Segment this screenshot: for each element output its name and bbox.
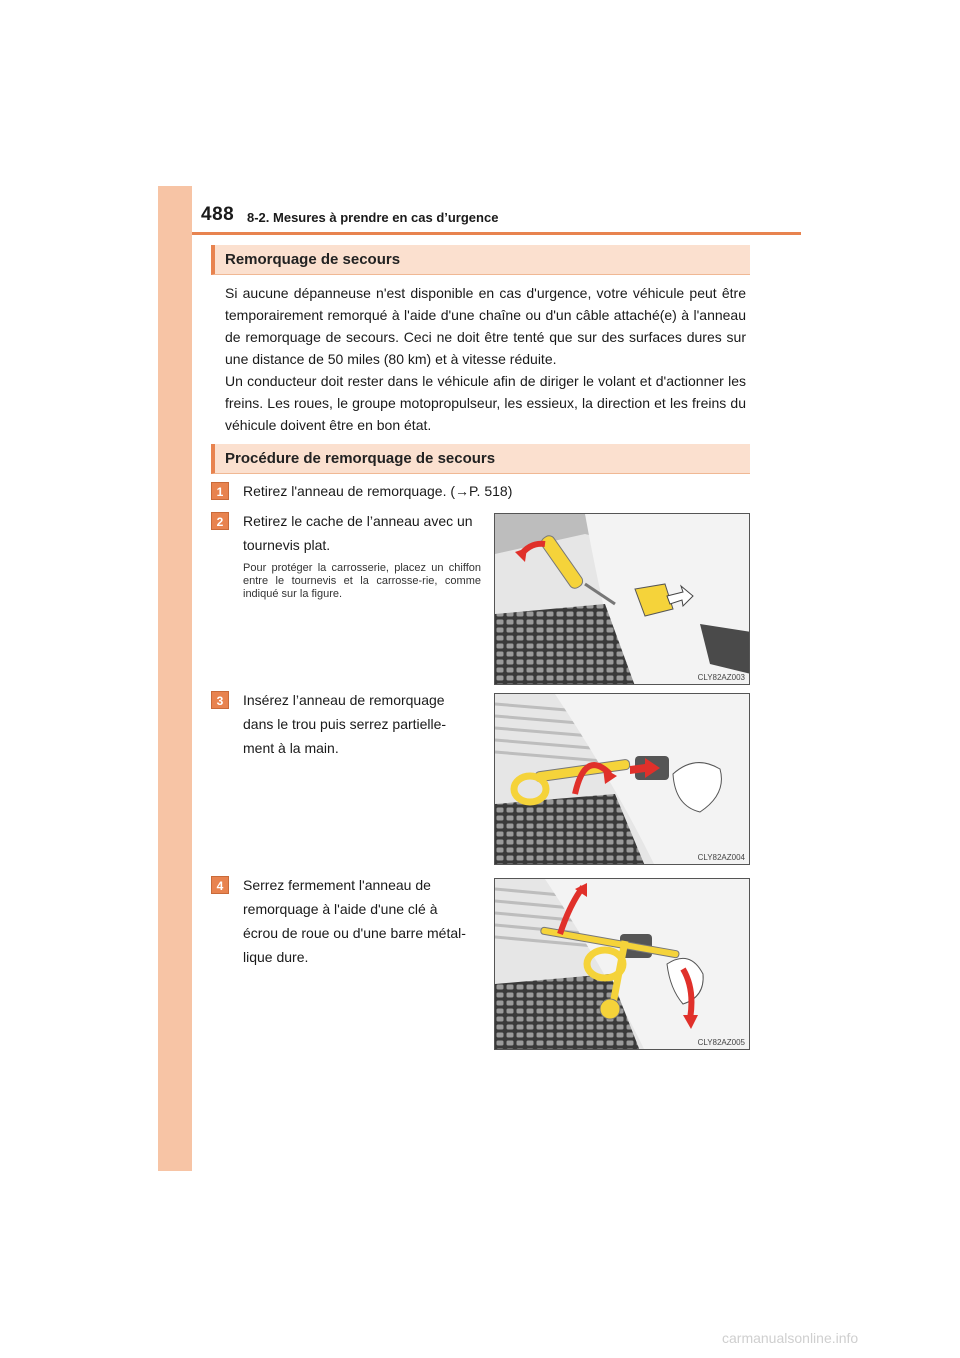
step-number-1: 1 bbox=[211, 482, 229, 500]
figure-remove-cover bbox=[494, 513, 750, 685]
section-title-remorquage-de-secours bbox=[211, 245, 750, 275]
section-title-text: Remorquage de secours bbox=[225, 251, 401, 268]
section-title-text: Procédure de remorquage de secours bbox=[225, 450, 496, 467]
step-2-note: Pour protéger la carrosserie, placez un chiffon entre le tournevis et la carrosse-rie, comme indiqué sur la figure. bbox=[243, 562, 481, 600]
step-2-line-1: Retirez le cache de l’anneau avec un bbox=[243, 513, 473, 529]
chapter-side-strip bbox=[158, 186, 192, 1171]
step-2-line-2: tournevis plat. bbox=[243, 537, 331, 553]
figure-insert-towing-eyelet bbox=[494, 693, 750, 865]
section-title-procedure bbox=[211, 444, 750, 474]
figure-code: CLY82AZ005 bbox=[697, 1038, 745, 1047]
step-number-3: 3 bbox=[211, 691, 229, 709]
watermark-text: carmanualsonline.info bbox=[722, 1330, 859, 1346]
step-1-text: Retirez l'anneau de remorquage. (→P. 518) bbox=[243, 483, 513, 499]
step-3-line-2: dans le trou puis serrez partielle- bbox=[243, 716, 447, 732]
intro-paragraph-2: Un conducteur doit rester dans le véhicule afin de diriger le volant et d'actionner les freins. Les roues, le groupe motopropulseur, les essieux, la direction et les freins du véhicule doivent être en bon état. bbox=[225, 373, 746, 433]
figure-code: CLY82AZ004 bbox=[697, 853, 745, 862]
intro-text bbox=[225, 282, 746, 436]
page-number: 488 bbox=[201, 204, 235, 225]
step-4-line-3: écrou de roue ou d'une barre métal- bbox=[243, 925, 466, 941]
step-3-line-1: Insérez l’anneau de remorquage bbox=[243, 692, 445, 708]
step-3-line-3: ment à la main. bbox=[243, 740, 339, 756]
step-4-line-1: Serrez fermement l'anneau de bbox=[243, 877, 431, 893]
step-3-text bbox=[243, 688, 481, 760]
step-number-4: 4 bbox=[211, 876, 229, 894]
step-number-2: 2 bbox=[211, 512, 229, 530]
step-2-text bbox=[243, 509, 481, 557]
figure-tighten-towing-eyelet bbox=[494, 878, 750, 1050]
chapter-title: 8-2. Mesures à prendre en cas d’urgence bbox=[247, 210, 499, 225]
intro-paragraph-1: Si aucune dépanneuse n'est disponible en cas d'urgence, votre véhicule peut être temporairement remorqué à l'aide d'une chaîne ou d'un câble attaché(e) à l'anneau de remorquage de secours. Ceci ne doit être tenté que sur des surfaces dures sur une distance de 50 miles (80 km) et à vitesse réduite. bbox=[225, 285, 746, 367]
step-4-text bbox=[243, 873, 481, 969]
step-4-line-2: remorquage à l'aide d'une clé à bbox=[243, 901, 438, 917]
figure-code: CLY82AZ003 bbox=[697, 673, 745, 682]
header-rule bbox=[192, 232, 801, 235]
step-4-line-4: lique dure. bbox=[243, 949, 309, 965]
